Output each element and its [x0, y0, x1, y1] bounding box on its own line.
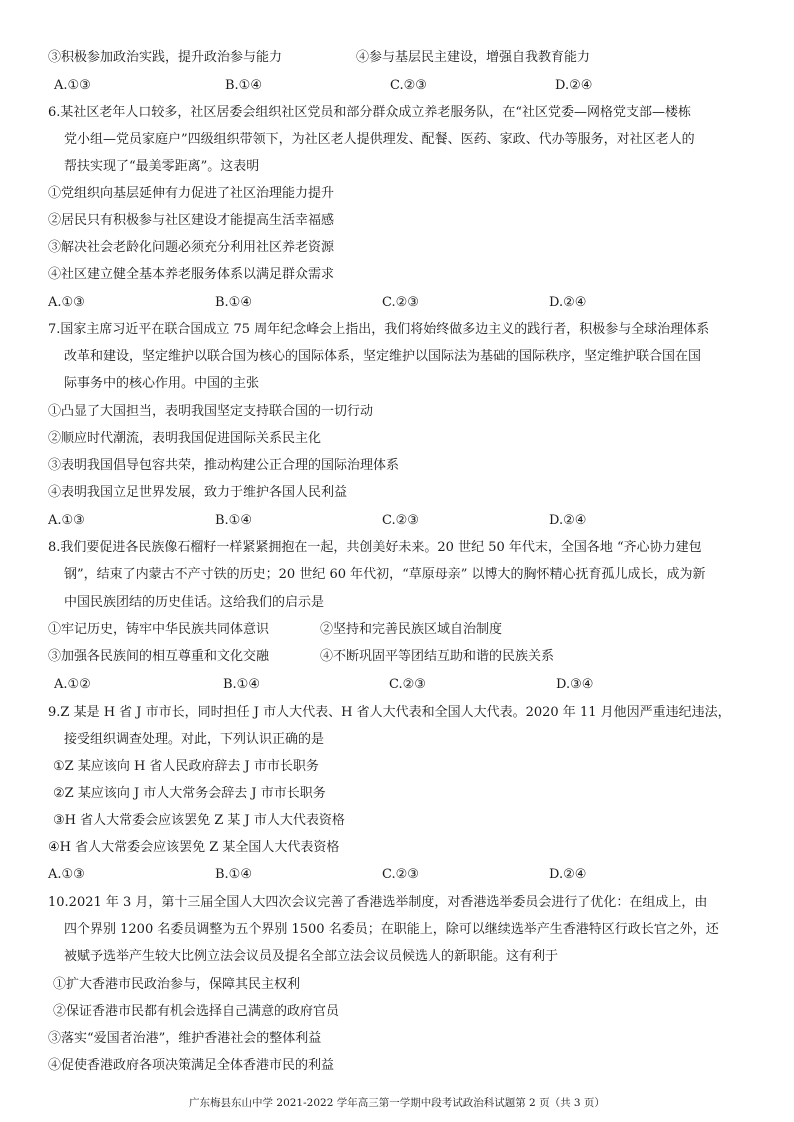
q9-statement-3: ③H 省人大常委会应该罢免 Z 某 J 市人大代表资格 — [53, 813, 345, 828]
q10-statement-2: ②保证香港市民都有机会选择自己满意的政府官员 — [53, 1004, 340, 1019]
q5-option-c: C.②③ — [390, 78, 427, 93]
q10-statement-3: ③落实“爱国者治港”，维护香港社会的整体利益 — [48, 1031, 322, 1046]
q10-stem-line-3: 被赋予选举产生较大比例立法会议员及提名全部立法会议员候选人的新职能。这有利于 — [64, 949, 559, 964]
q6-statement-4: ④社区建立健全基本养老服务体系以满足群众需求 — [48, 267, 335, 282]
q8-stem-line-1: 8.我们要促进各民族像石榴籽一样紧紧拥抱在一起，共创美好未来。20 世纪 50 年代末，全国各地 “齐心协力建包 — [48, 540, 702, 555]
q8-option-d: D.③④ — [556, 677, 594, 692]
q10-statement-4: ④促使香港政府各项决策满足全体香港市民的利益 — [48, 1058, 335, 1073]
q7-options — [48, 512, 768, 529]
q9-option-b: B.①④ — [215, 867, 252, 882]
q7-option-c: C.②③ — [382, 513, 419, 528]
q8-stem-line-3: 中国民族团结的历史佳话。这给我们的启示是 — [64, 595, 325, 610]
q8-option-b: B.①④ — [223, 677, 260, 692]
q6-stem-line-3: 帮扶实现了“最美零距离”。这表明 — [64, 159, 260, 174]
q6-options — [48, 294, 768, 311]
page-footer: 广东梅县东山中学 2021-2022 学年高三第一学期中段考试政治科试题第 2 页（共 3 页） — [189, 1097, 605, 1109]
q6-option-c: C.②③ — [382, 295, 419, 310]
q7-stem-line-3: 际事务中的核心作用。中国的主张 — [64, 376, 260, 391]
q8-statement-3: ③加强各民族间的相互尊重和文化交融 — [48, 649, 270, 664]
q9-option-c: C.②③ — [382, 867, 419, 882]
q6-statement-2: ②居民只有积极参与社区建设才能提高生活幸福感 — [48, 213, 335, 228]
q9-stem-line-1: 9.Z 某是 H 省 J 市市长，同时担任 J 市人大代表、H 省人大代表和全国人大代表。2020 年 11 月他因严重违纪违法， — [48, 705, 731, 720]
q9-option-a: A.①③ — [48, 867, 85, 882]
q8-statement-row-2 — [48, 648, 768, 665]
q7-stem-line-1: 7.国家主席习近平在联合国成立 75 周年纪念峰会上指出，我们将始终做多边主义的践行者，积极参与全球治理体系 — [48, 322, 710, 337]
q5-statement-4: ④参与基层民主建设，增强自我教育能力 — [356, 50, 591, 65]
q7-option-a: A.①③ — [48, 513, 85, 528]
q5-statement-row — [48, 49, 768, 66]
q9-stem-line-2: 接受组织调查处理。对此，下列认识正确的是 — [64, 732, 325, 747]
q9-option-d: D.②④ — [549, 867, 587, 882]
q9-options — [48, 866, 768, 883]
q8-statement-row-1 — [48, 621, 768, 638]
q5-option-d: D.②④ — [555, 78, 593, 93]
q6-option-a: A.①③ — [48, 295, 85, 310]
q5-option-a: A.①③ — [54, 78, 91, 93]
q7-statement-3: ③表明我国倡导包容共荣，推动构建公正合理的国际治理体系 — [48, 458, 400, 473]
q10-stem-line-1: 10.2021 年 3 月，第十三届全国人大四次会议完善了香港选举制度，对香港选举委员会进行了优化：在组成上，由 — [48, 895, 708, 910]
q5-options — [48, 77, 768, 94]
q6-stem-line-2: 党小组—党员家庭户”四级组织带领下，为社区老人提供理发、配餐、医药、家政、代办等服务，对社区老人的 — [64, 132, 695, 147]
q8-statement-2: ②坚持和完善民族区域自治制度 — [320, 622, 503, 637]
q7-option-d: D.②④ — [549, 513, 587, 528]
q10-statement-1: ①扩大香港市民政治参与，保障其民主权利 — [53, 977, 301, 992]
q8-statement-1: ①牢记历史，铸牢中华民族共同体意识 — [48, 622, 270, 637]
q9-statement-1: ①Z 某应该向 H 省人民政府辞去 J 市市长职务 — [53, 759, 319, 774]
q7-statement-4: ④表明我国立足世界发展，致力于维护各国人民利益 — [48, 485, 348, 500]
q8-statement-4: ④不断巩固平等团结互助和谐的民族关系 — [320, 649, 555, 664]
q8-stem-line-2: 钢”，结束了内蒙古不产寸铁的历史；20 世纪 60 年代初，“草原母亲” 以博大的胸怀精心抚育孤儿成长，成为新 — [64, 567, 706, 582]
q5-option-b: B.①④ — [225, 78, 262, 93]
q10-stem-line-2: 四个界别 1200 名委员调整为五个界别 1500 名委员；在职能上，除可以继续选举产生香港特区行政长官之外，还 — [64, 922, 719, 937]
q8-option-a: A.①② — [54, 677, 91, 692]
q6-option-b: B.①④ — [215, 295, 252, 310]
q7-statement-1: ①凸显了大国担当，表明我国坚定支持联合国的一切行动 — [48, 404, 374, 419]
q5-statement-3: ③积极参加政治实践，提升政治参与能力 — [48, 50, 283, 65]
q6-stem-line-1: 6.某社区老年人口较多，社区居委会组织社区党员和部分群众成立养老服务队，在“社区党委—网格党支部—楼栋 — [48, 105, 692, 120]
q7-statement-2: ②顺应时代潮流，表明我国促进国际关系民主化 — [48, 431, 322, 446]
q8-option-c: C.②③ — [389, 677, 426, 692]
q6-statement-3: ③解决社会老龄化问题必须充分利用社区养老资源 — [48, 240, 335, 255]
q8-options — [48, 676, 768, 693]
q9-statement-2: ②Z 某应该向 J 市人大常务会辞去 J 市市长职务 — [53, 786, 326, 801]
q6-option-d: D.②④ — [549, 295, 587, 310]
q9-statement-4: ④H 省人大常委会应该罢免 Z 某全国人大代表资格 — [48, 840, 340, 855]
q7-option-b: B.①④ — [215, 513, 252, 528]
q6-statement-1: ①党组织向基层延伸有力促进了社区治理能力提升 — [48, 186, 335, 201]
q7-stem-line-2: 改革和建设，坚定维护以联合国为核心的国际体系，坚定维护以国际法为基础的国际秩序，坚定维护联合国在国 — [64, 349, 702, 364]
